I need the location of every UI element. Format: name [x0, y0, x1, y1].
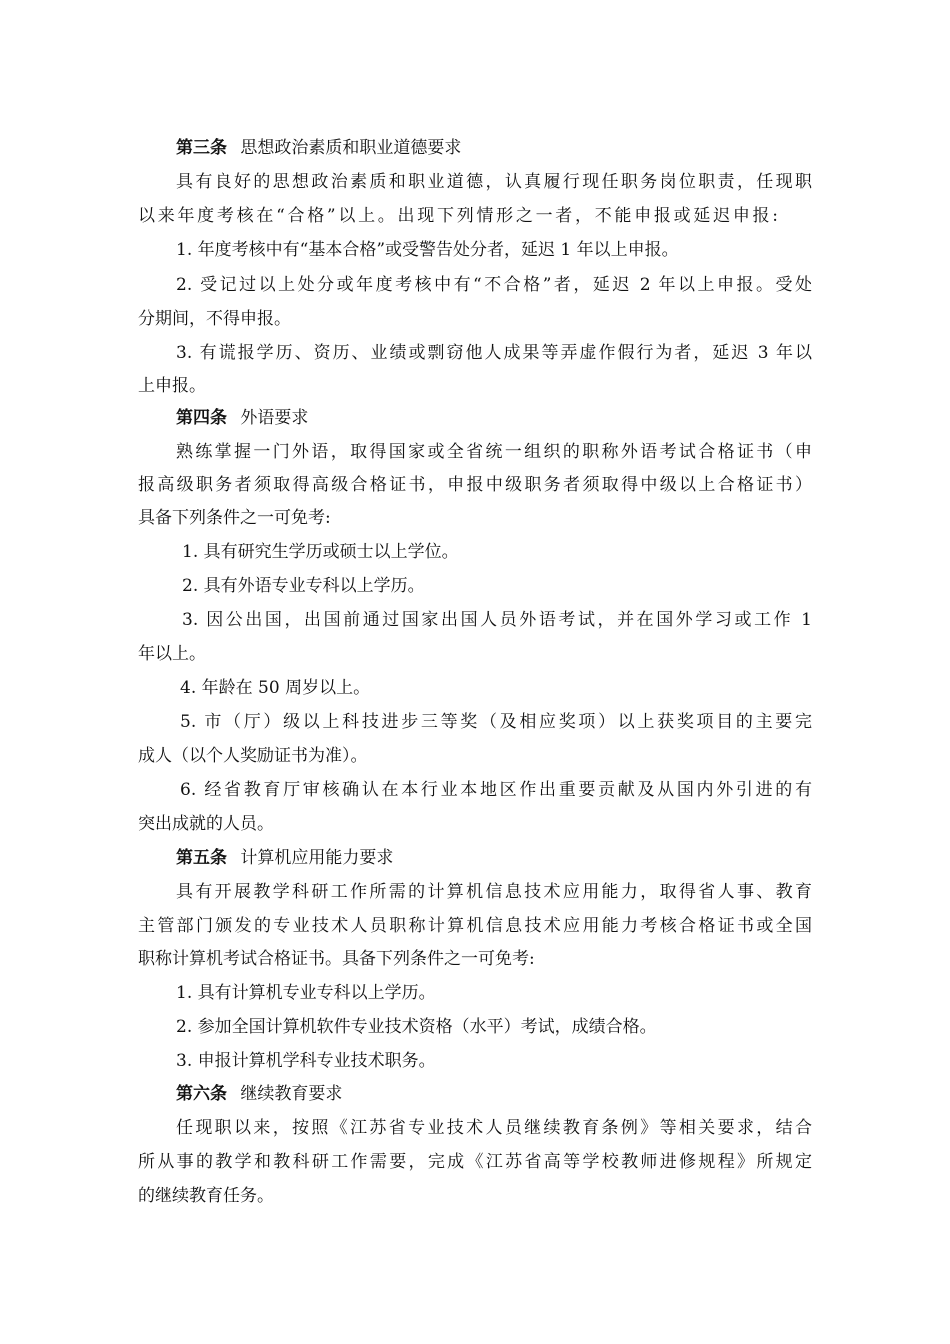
- article-3-paragraph-line-2: 以来年度考核在“合格”以上。出现下列情形之一者，不能申报或延迟申报:: [138, 206, 778, 226]
- article-4-item-1: 1. 具有研究生学历或硕士以上学位。: [182, 542, 459, 562]
- article-5-heading: [176, 846, 393, 870]
- article-3-item-2-line-2: 分期间，不得申报。: [138, 309, 291, 329]
- article-5-paragraph-line-1: 具有开展教学科研工作所需的计算机信息技术应用能力，取得省人事、教育: [176, 882, 812, 902]
- article-5-paragraph-line-2: 主管部门颁发的专业技术人员职称计算机信息技术应用能力考核合格证书或全国: [138, 916, 812, 936]
- article-3-label: 第三条: [176, 138, 227, 158]
- article-5-item-2: 2. 参加全国计算机软件专业技术资格（水平）考试，成绩合格。: [176, 1017, 657, 1037]
- article-6-heading: [176, 1082, 342, 1106]
- article-3-title: 思想政治素质和职业道德要求: [240, 138, 462, 158]
- article-6-paragraph-line-3: 的继续教育任务。: [138, 1186, 274, 1206]
- article-5-item-1: 1. 具有计算机专业专科以上学历。: [176, 983, 436, 1003]
- article-4-paragraph-line-1: 熟练掌握一门外语，取得国家或全省统一组织的职称外语考试合格证书（申: [176, 442, 812, 462]
- article-4-item-3-line-2: 年以上。: [138, 644, 206, 664]
- article-4-item-3-line-1: 3. 因公出国，出国前通过国家出国人员外语考试，并在国外学习或工作 1: [182, 610, 812, 630]
- article-5-item-3: 3. 申报计算机学科专业技术职务。: [176, 1051, 436, 1071]
- article-4-item-4: 4. 年龄在 50 周岁以上。: [180, 678, 371, 698]
- article-3-item-3-line-2: 上申报。: [138, 376, 206, 396]
- article-4-paragraph-line-3: 具备下列条件之一可免考:: [138, 508, 331, 528]
- article-3-item-2-line-1: 2. 受记过以上处分或年度考核中有“不合格”者，延迟 2 年以上申报。受处: [176, 275, 812, 295]
- article-4-item-6-line-1: 6. 经省教育厅审核确认在本行业本地区作出重要贡献及从国内外引进的有: [180, 780, 812, 800]
- article-4-title: 外语要求: [240, 408, 309, 428]
- article-5-paragraph-line-3: 职称计算机考试合格证书。具备下列条件之一可免考:: [138, 949, 535, 969]
- article-3-heading: [176, 136, 461, 160]
- article-6-title: 继续教育要求: [240, 1084, 343, 1104]
- article-4-item-5-line-2: 成人（以个人奖励证书为准）。: [138, 746, 368, 766]
- article-4-item-5-line-1: 5. 市（厅）级以上科技进步三等奖（及相应奖项）以上获奖项目的主要完: [180, 712, 812, 732]
- article-6-paragraph-line-2: 所从事的教学和教科研工作需要，完成《江苏省高等学校教师进修规程》所规定: [138, 1152, 812, 1172]
- article-3-item-1: 1. 年度考核中有“基本合格”或受警告处分者，延迟 1 年以上申报。: [176, 240, 679, 260]
- article-3-item-3-line-1: 3. 有谎报学历、资历、业绩或剽窃他人成果等弄虚作假行为者，延迟 3 年以: [176, 343, 812, 363]
- article-5-label: 第五条: [176, 848, 227, 868]
- article-6-label: 第六条: [176, 1084, 227, 1104]
- article-4-label: 第四条: [176, 408, 227, 428]
- article-4-heading: [176, 406, 308, 430]
- article-4-item-2: 2. 具有外语专业专科以上学历。: [182, 576, 425, 596]
- article-5-title: 计算机应用能力要求: [240, 848, 394, 868]
- article-6-paragraph-line-1: 任现职以来，按照《江苏省专业技术人员继续教育条例》等相关要求，结合: [176, 1118, 812, 1138]
- article-3-paragraph-line-1: 具有良好的思想政治素质和职业道德，认真履行现任职务岗位职责，任现职: [176, 172, 812, 192]
- article-4-item-6-line-2: 突出成就的人员。: [138, 814, 274, 834]
- article-4-paragraph-line-2: 报高级职务者须取得高级合格证书，申报中级职务者须取得中级以上合格证书）: [138, 475, 812, 495]
